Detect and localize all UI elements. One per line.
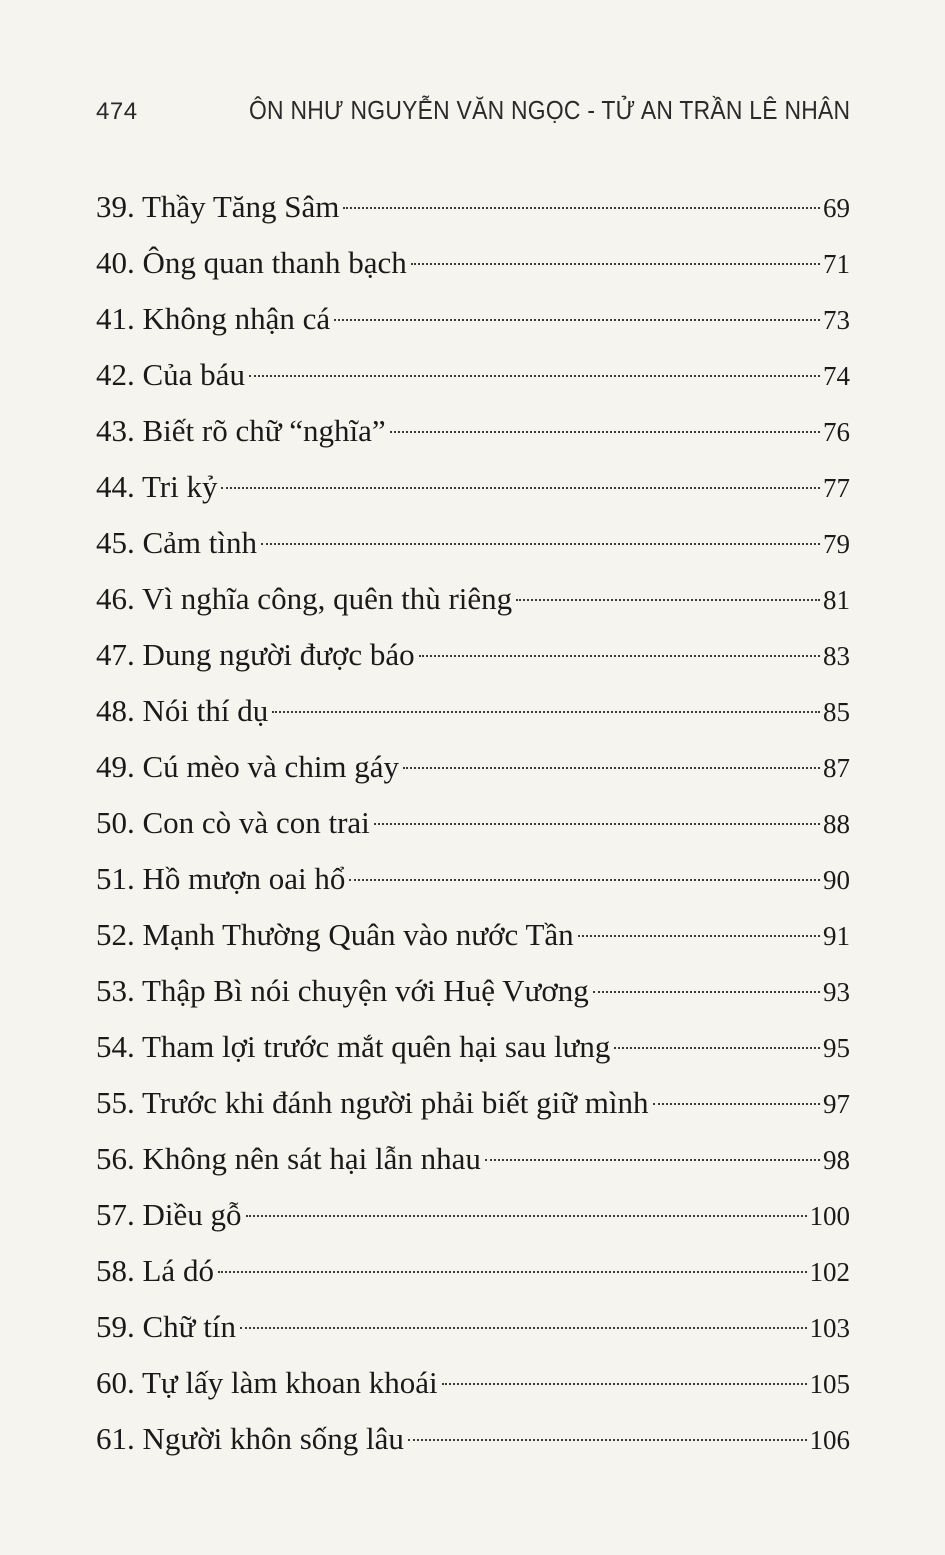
toc-entry xyxy=(96,1131,850,1187)
dot-leader xyxy=(272,711,820,713)
toc-entry xyxy=(96,1299,850,1355)
dot-leader xyxy=(240,1327,807,1329)
dot-leader xyxy=(411,263,820,265)
toc-entry xyxy=(96,1411,850,1467)
toc-entry xyxy=(96,1243,850,1299)
toc-entry-title: 39. Thầy Tăng Sâm xyxy=(96,189,340,224)
toc-entry-page: 91 xyxy=(823,921,850,951)
toc-entry-page: 71 xyxy=(823,249,850,279)
dot-leader xyxy=(403,767,820,769)
running-header-title: ÔN NHƯ NGUYỄN VĂN NGỌC - TỬ AN TRẦN LÊ NHÂN xyxy=(248,95,850,125)
toc-entry xyxy=(96,459,850,515)
toc-entry-page: 74 xyxy=(823,361,850,391)
dot-leader xyxy=(246,1215,807,1217)
toc-entry xyxy=(96,1019,850,1075)
toc-entry-page: 76 xyxy=(823,417,850,447)
dot-leader xyxy=(593,991,820,993)
toc-entry-page: 85 xyxy=(823,697,850,727)
dot-leader xyxy=(221,487,820,489)
toc-entry xyxy=(96,1187,850,1243)
toc-entry-title: 41. Không nhận cá xyxy=(96,301,331,336)
toc-entry-title: 51. Hồ mượn oai hổ xyxy=(96,861,346,896)
toc-entry-page: 102 xyxy=(809,1257,850,1287)
toc-entry-title: 43. Biết rõ chữ “nghĩa” xyxy=(96,413,386,448)
toc-entry xyxy=(96,739,850,795)
toc-entry-page: 105 xyxy=(809,1369,850,1399)
dot-leader xyxy=(578,935,820,937)
toc-entry xyxy=(96,403,850,459)
toc-entry-page: 77 xyxy=(823,473,850,503)
toc-entry xyxy=(96,963,850,1019)
toc-entry-page: 81 xyxy=(823,585,850,615)
toc-entry-page: 83 xyxy=(823,641,850,671)
toc-entry xyxy=(96,571,850,627)
toc-entry-title: 46. Vì nghĩa công, quên thù riêng xyxy=(96,581,513,616)
toc-entry-title: 54. Tham lợi trước mắt quên hại sau lưng xyxy=(96,1029,611,1064)
toc-entry-page: 69 xyxy=(823,193,850,223)
toc-entry xyxy=(96,1075,850,1131)
toc-entry-title: 55. Trước khi đánh người phải biết giữ mình xyxy=(96,1085,649,1120)
toc-entry-title: 48. Nói thí dụ xyxy=(96,693,269,728)
dot-leader xyxy=(485,1159,820,1161)
toc-entry-page: 73 xyxy=(823,305,850,335)
toc-entry-title: 45. Cảm tình xyxy=(96,525,258,560)
toc-entry xyxy=(96,1355,850,1411)
toc-entry-title: 58. Lá dó xyxy=(96,1253,214,1288)
toc-entry-title: 47. Dung người được báo xyxy=(96,637,415,672)
toc-entry xyxy=(96,515,850,571)
toc-entry xyxy=(96,235,850,291)
dot-leader xyxy=(261,543,820,545)
toc-entry-title: 52. Mạnh Thường Quân vào nước Tần xyxy=(96,917,574,952)
toc-entry xyxy=(96,851,850,907)
dot-leader xyxy=(374,823,820,825)
toc-entry-page: 97 xyxy=(823,1089,850,1119)
toc-entry xyxy=(96,907,850,963)
toc-entry-page: 93 xyxy=(823,977,850,1007)
toc-entry-page: 87 xyxy=(823,753,850,783)
toc-entry xyxy=(96,291,850,347)
toc-entry-page: 100 xyxy=(809,1201,850,1231)
dot-leader xyxy=(390,431,820,433)
table-of-contents xyxy=(96,179,850,1467)
toc-entry xyxy=(96,795,850,851)
toc-entry-title: 42. Của báu xyxy=(96,357,245,392)
toc-entry xyxy=(96,179,850,235)
toc-entry-page: 88 xyxy=(823,809,850,839)
dot-leader xyxy=(218,1271,807,1273)
dot-leader xyxy=(343,207,820,209)
dot-leader xyxy=(334,319,820,321)
toc-entry-page: 90 xyxy=(823,865,850,895)
toc-entry-page: 98 xyxy=(823,1145,850,1175)
dot-leader xyxy=(249,375,820,377)
toc-entry-title: 56. Không nên sát hại lẫn nhau xyxy=(96,1141,481,1176)
toc-entry-title: 59. Chữ tín xyxy=(96,1309,236,1344)
toc-entry-title: 44. Tri kỷ xyxy=(96,469,218,504)
toc-entry-page: 79 xyxy=(823,529,850,559)
toc-entry-title: 57. Diều gỗ xyxy=(96,1197,242,1232)
running-header xyxy=(96,95,850,135)
dot-leader xyxy=(614,1047,820,1049)
dot-leader xyxy=(349,879,820,881)
dot-leader xyxy=(419,655,820,657)
dot-leader xyxy=(408,1439,807,1441)
dot-leader xyxy=(516,599,820,601)
toc-entry-title: 49. Cú mèo và chim gáy xyxy=(96,749,400,784)
toc-entry-page: 95 xyxy=(823,1033,850,1063)
toc-entry-title: 40. Ông quan thanh bạch xyxy=(96,245,407,280)
toc-entry-title: 60. Tự lấy làm khoan khoái xyxy=(96,1365,438,1400)
toc-entry-title: 50. Con cò và con trai xyxy=(96,805,370,840)
page-number: 474 xyxy=(96,98,138,125)
dot-leader xyxy=(442,1383,807,1385)
toc-entry xyxy=(96,683,850,739)
dot-leader xyxy=(653,1103,821,1105)
toc-entry-title: 61. Người khôn sống lâu xyxy=(96,1421,404,1456)
toc-entry xyxy=(96,347,850,403)
toc-entry-title: 53. Thập Bì nói chuyện với Huệ Vương xyxy=(96,973,589,1008)
toc-entry-page: 103 xyxy=(809,1313,850,1343)
toc-entry-page: 106 xyxy=(809,1425,850,1455)
toc-entry xyxy=(96,627,850,683)
